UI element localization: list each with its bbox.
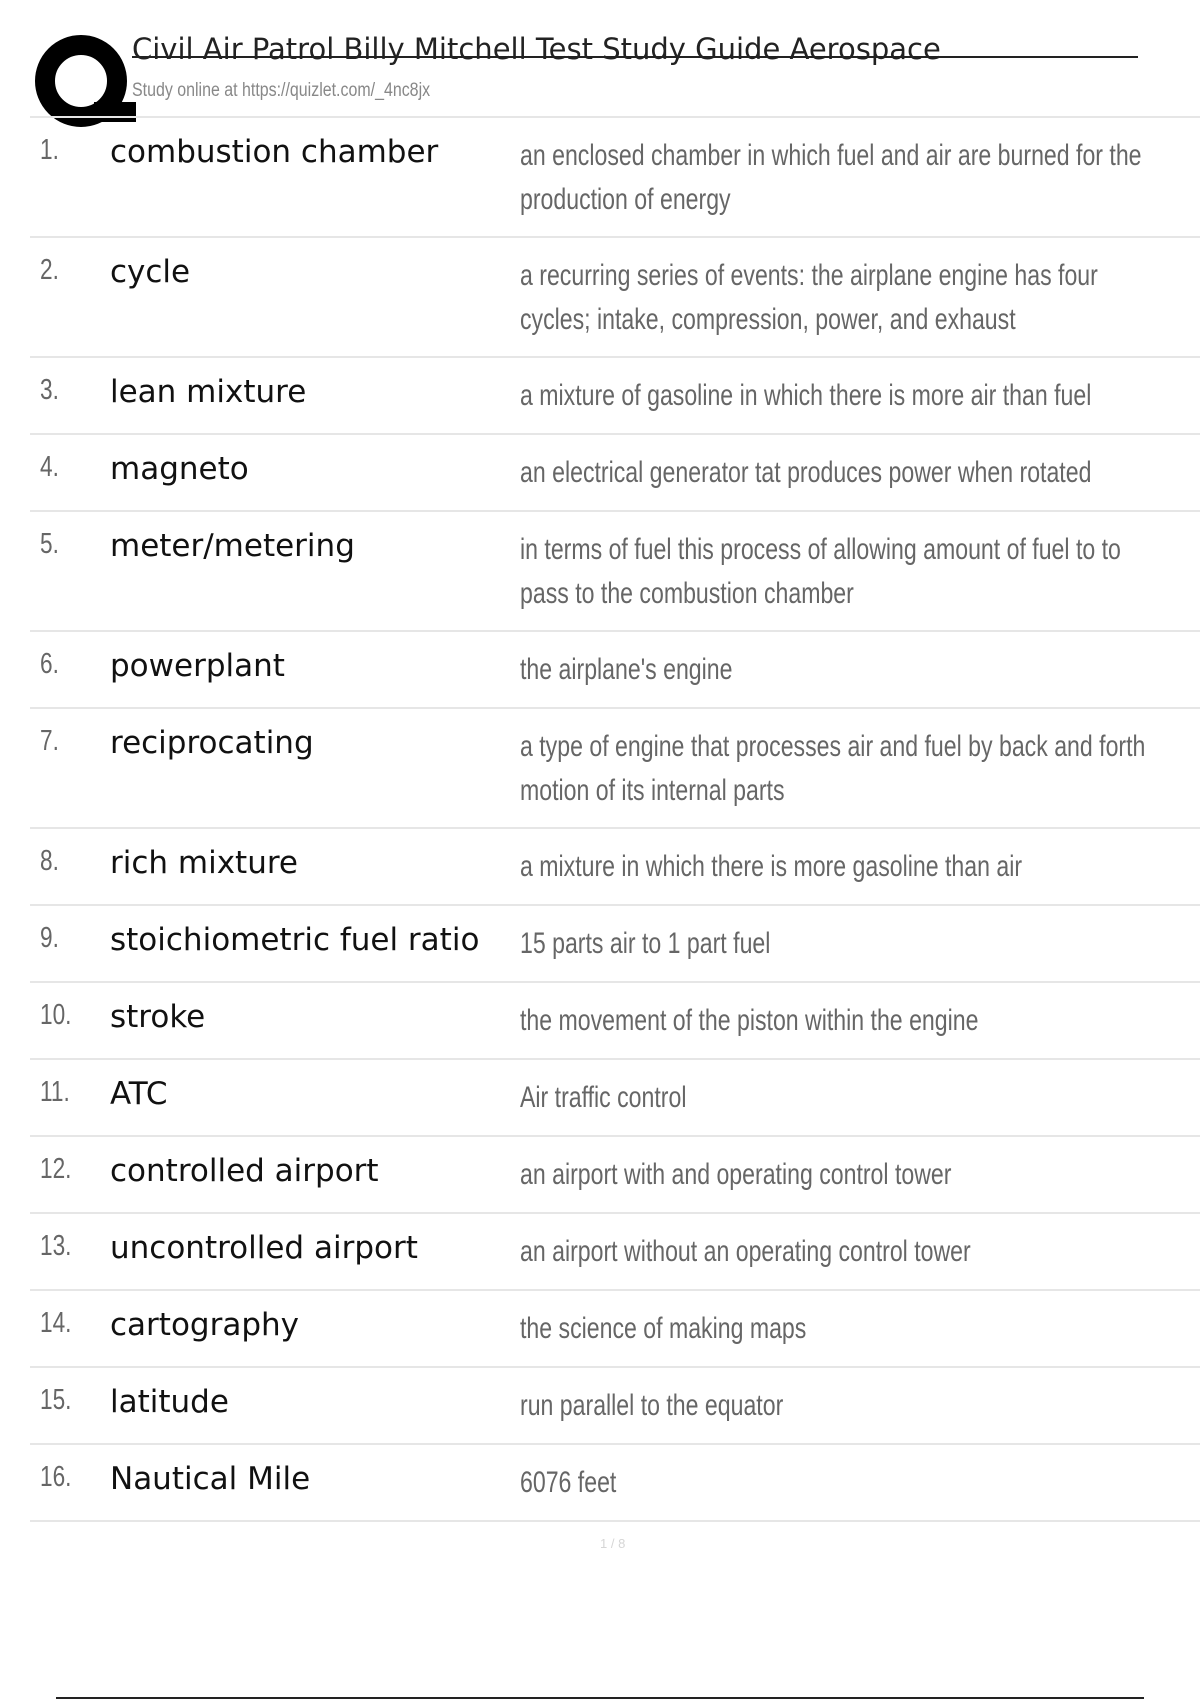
page-indicator: 1 / 8 — [600, 1536, 626, 1551]
term-definition: a type of engine that processes air and fuel by back and forth motion of its internal parts — [520, 730, 1146, 807]
term-definition: a mixture in which there is more gasoline than air — [520, 850, 1023, 883]
term-text: Nautical Mile — [110, 1461, 311, 1497]
term-definition: in terms of fuel this process of allowing amount of fuel to to pass to the combustion chamber — [520, 533, 1121, 610]
study-online-link[interactable]: Study online at https://quizlet.com/_4nc8jx — [132, 80, 431, 101]
footer-rule — [56, 1697, 1144, 1699]
term-row — [30, 435, 1200, 512]
term-number: 15. — [40, 1384, 72, 1416]
term-text: controlled airport — [110, 1153, 379, 1189]
document-header — [30, 28, 1140, 118]
term-text: stoichiometric fuel ratio — [110, 922, 480, 958]
term-definition: run parallel to the equator — [520, 1389, 784, 1422]
term-number: 7. — [40, 725, 59, 757]
term-number: 8. — [40, 845, 59, 877]
term-number: 9. — [40, 922, 59, 954]
term-text: rich mixture — [110, 845, 298, 881]
term-definition: a recurring series of events: the airplane engine has four cycles; intake, compression, power, and exhaust — [520, 259, 1098, 336]
term-text: combustion chamber — [110, 134, 439, 170]
title-strike-line — [132, 56, 1138, 58]
term-text: cycle — [110, 254, 191, 290]
term-text: ATC — [110, 1076, 168, 1112]
term-row — [30, 709, 1200, 829]
term-definition: the science of making maps — [520, 1312, 807, 1345]
terms-list — [30, 116, 1200, 1522]
term-definition: an electrical generator tat produces power when rotated — [520, 456, 1092, 489]
term-text: uncontrolled airport — [110, 1230, 418, 1266]
term-row — [30, 1368, 1200, 1445]
term-definition: an airport without an operating control tower — [520, 1235, 971, 1268]
term-text: powerplant — [110, 648, 285, 684]
term-number: 10. — [40, 999, 72, 1031]
term-text: reciprocating — [110, 725, 314, 761]
term-number: 16. — [40, 1461, 72, 1493]
term-row — [30, 1214, 1200, 1291]
term-row — [30, 1060, 1200, 1137]
term-row — [30, 238, 1200, 358]
term-definition: a mixture of gasoline in which there is more air than fuel — [520, 379, 1092, 412]
term-definition: Air traffic control — [520, 1081, 687, 1114]
term-text: magneto — [110, 451, 249, 487]
term-row — [30, 512, 1200, 632]
term-definition: an enclosed chamber in which fuel and air are burned for the production of energy — [520, 139, 1142, 216]
term-text: cartography — [110, 1307, 299, 1343]
term-number: 2. — [40, 254, 59, 286]
term-row — [30, 632, 1200, 709]
term-row — [30, 118, 1200, 238]
term-number: 5. — [40, 528, 59, 560]
term-text: meter/metering — [110, 528, 355, 564]
term-definition: an airport with and operating control tower — [520, 1158, 952, 1191]
term-row — [30, 358, 1200, 435]
term-row — [30, 1137, 1200, 1214]
term-number: 11. — [40, 1076, 70, 1108]
term-number: 3. — [40, 374, 59, 406]
term-number: 13. — [40, 1230, 72, 1262]
term-number: 4. — [40, 451, 59, 483]
term-row — [30, 906, 1200, 983]
term-row — [30, 1445, 1200, 1522]
term-row — [30, 829, 1200, 906]
term-text: latitude — [110, 1384, 229, 1420]
term-number: 6. — [40, 648, 59, 680]
term-row — [30, 1291, 1200, 1368]
term-number: 12. — [40, 1153, 72, 1185]
term-number: 14. — [40, 1307, 72, 1339]
term-text: lean mixture — [110, 374, 307, 410]
document-title: Civil Air Patrol Billy Mitchell Test Study Guide Aerospace — [132, 32, 941, 66]
term-definition: 6076 feet — [520, 1466, 617, 1499]
term-number: 1. — [40, 134, 59, 166]
term-text: stroke — [110, 999, 206, 1035]
term-row — [30, 983, 1200, 1060]
term-definition: 15 parts air to 1 part fuel — [520, 927, 771, 960]
term-definition: the airplane's engine — [520, 653, 733, 686]
term-definition: the movement of the piston within the engine — [520, 1004, 979, 1037]
